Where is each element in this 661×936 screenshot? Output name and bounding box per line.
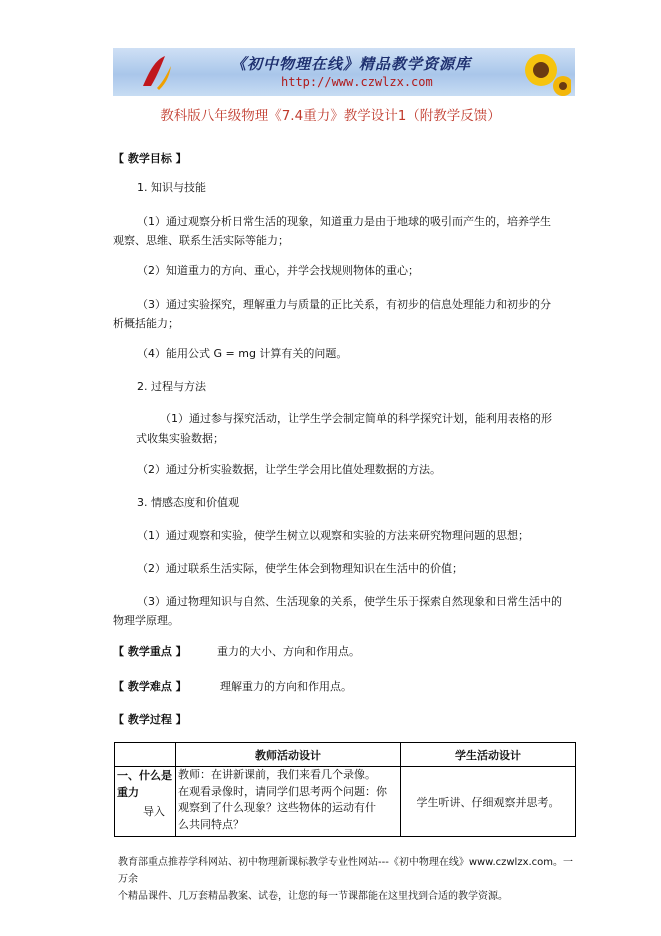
goal-3-line-b: 析概括能力； <box>113 317 179 330</box>
key-points-text: 重力的大小、方向和作用点。 <box>217 645 360 658</box>
attitude-3-line-a: （3）通过物理知识与自然、生活现象的关系，使学生乐于探索自然现象和日常生活中的 <box>137 595 562 608</box>
teacher-line-1: 教师：在讲新课前，我们来看几个录像。 <box>178 768 376 781</box>
goal-2: （2）知道重力的方向、重心，并学会找规则物体的重心； <box>137 264 419 277</box>
teacher-activity-cell <box>176 767 401 837</box>
footer-line-2: 个精品课件、几万套精品教案、试卷，让您的每一节课都能在这里找到合适的教学资源。 <box>118 891 508 902</box>
site-logo-icon <box>135 52 175 92</box>
section-attitude: 3. 情感态度和价值观 <box>137 496 239 509</box>
student-activity-cell: 学生听讲、仔细观察并思考。 <box>401 767 576 837</box>
lesson-table <box>114 742 576 837</box>
goal-3-line-a: （3）通过实验探究，理解重力与质量的正比关系，有初步的信息处理能力和初步的分 <box>137 298 551 311</box>
row-label-2: 重力 <box>117 786 139 799</box>
difficulty-heading: 【 教学难点 】 <box>113 680 187 693</box>
attitude-1: （1）通过观察和实验，使学生树立以观察和实验的方法来研究物理问题的思想； <box>137 529 529 542</box>
goal-1-line-a: （1）通过观察分析日常生活的现象，知道重力是由于地球的吸引而产生的，培养学生 <box>137 215 551 228</box>
goals-heading: 【 教学目标 】 <box>113 152 187 165</box>
banner-url[interactable]: http://www.czwlzx.com <box>281 75 433 89</box>
row-label-1: 一、什么是 <box>117 769 172 782</box>
difficulty-text: 理解重力的方向和作用点。 <box>220 680 352 693</box>
key-points-heading: 【 教学重点 】 <box>113 645 187 658</box>
process-heading: 【 教学过程 】 <box>113 713 187 726</box>
row-label-cell <box>115 767 176 837</box>
process-1-line-b: 式收集实验数据； <box>136 432 224 445</box>
footer-line-1: 教育部重点推荐学科网站、初中物理新课标教学专业性网站---《初中物理在线》www.czwlzx.com。一万余 <box>118 857 574 885</box>
teacher-line-4: 么共同特点？ <box>178 817 244 831</box>
attitude-2: （2）通过联系生活实际，使学生体会到物理知识在生活中的价值； <box>137 562 463 575</box>
section-process: 2. 过程与方法 <box>137 380 206 393</box>
table-header-row <box>115 743 576 767</box>
attitude-3-line-b: 物理学原理。 <box>113 614 179 627</box>
process-2: （2）通过分析实验数据，让学生学会用比值处理数据的方法。 <box>137 463 441 476</box>
table-header-student: 学生活动设计 <box>401 743 576 767</box>
row-label-3: 导入 <box>143 805 165 818</box>
banner-title: 《初中物理在线》精品教学资源库 <box>231 55 472 73</box>
goal-4: （4）能用公式 G = mg 计算有关的问题。 <box>137 347 348 360</box>
teacher-line-2: 在观看录像时，请同学们思考两个问题：你 <box>178 784 387 798</box>
goal-1-line-b: 观察、思维、联系生活实际等能力； <box>113 234 289 247</box>
document-title: 教科版八年级物理《7.4重力》教学设计1（附教学反馈） <box>160 108 501 124</box>
header-banner <box>113 48 575 96</box>
footer <box>118 854 578 905</box>
table-header-empty <box>115 743 176 767</box>
section-knowledge: 1. 知识与技能 <box>137 181 206 194</box>
table-header-teacher: 教师活动设计 <box>176 743 401 767</box>
sunflower-icon <box>501 50 571 96</box>
table-row <box>115 767 576 837</box>
process-1-line-a: （1）通过参与探究活动，让学生学会制定简单的科学探究计划，能利用表格的形 <box>160 412 552 425</box>
teacher-line-3: 观察到了什么现象？这些物体的运动有什 <box>178 801 376 814</box>
